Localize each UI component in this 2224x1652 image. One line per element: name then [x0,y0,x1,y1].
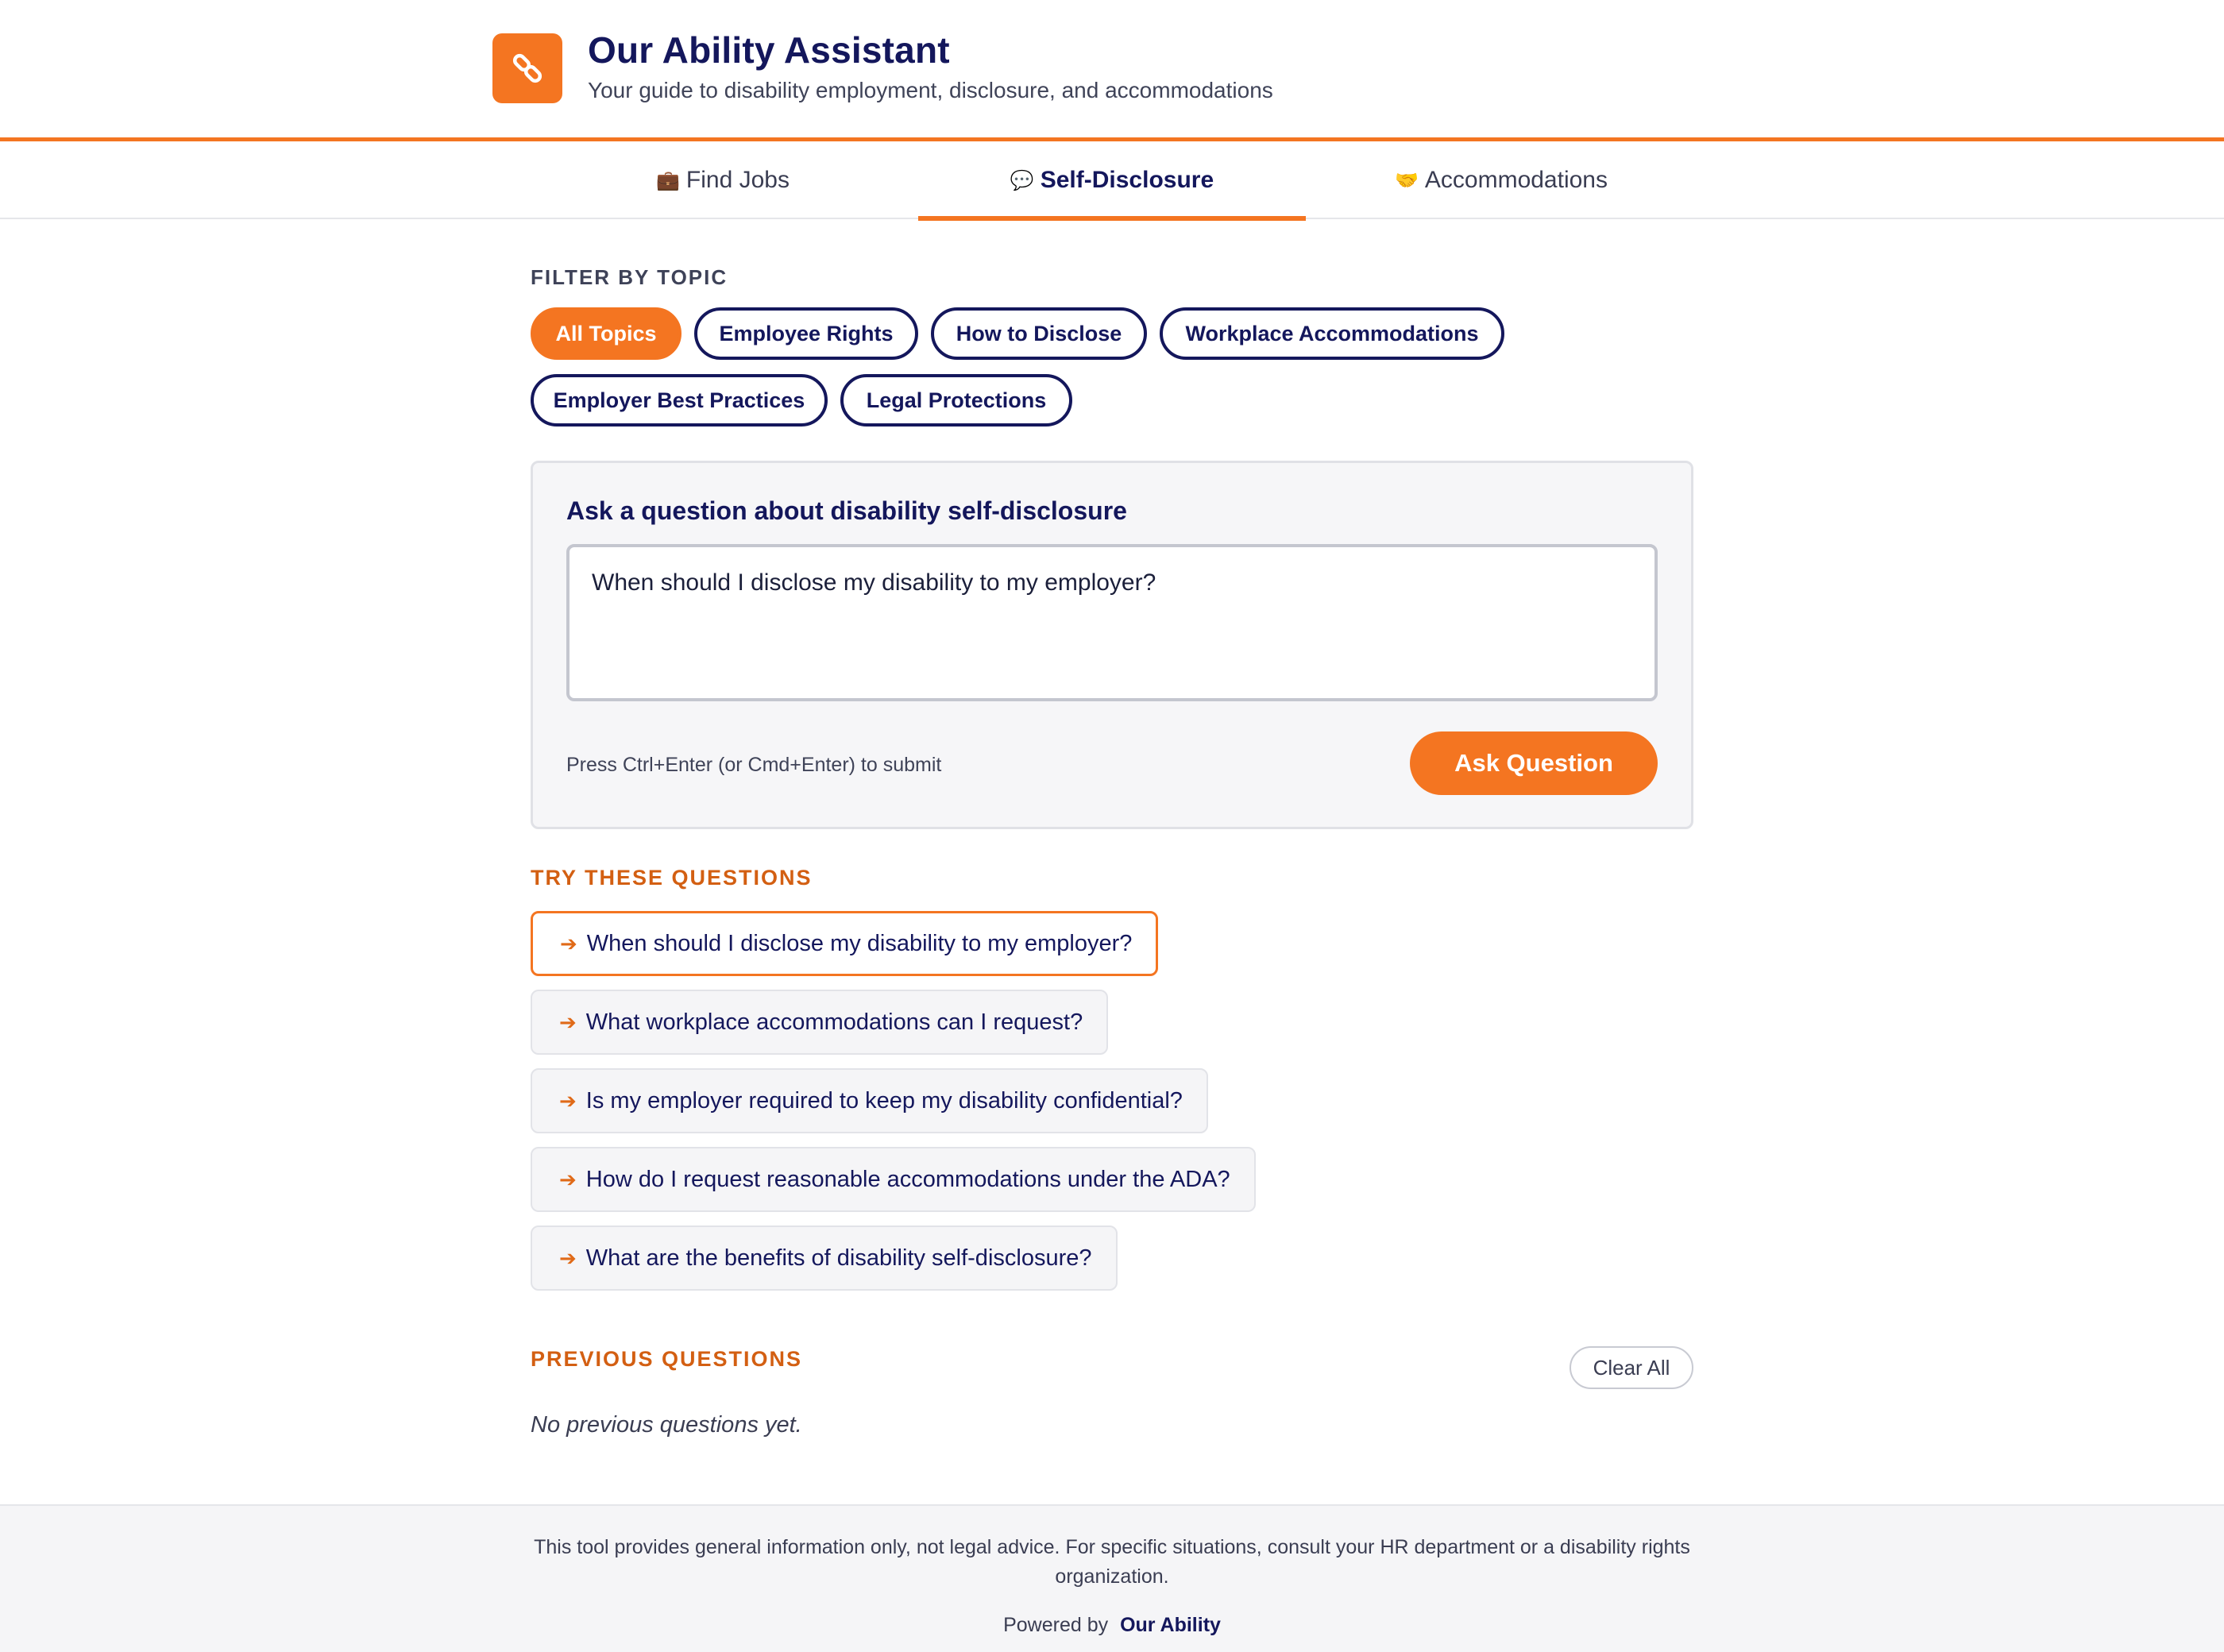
suggested-question[interactable] [531,990,1108,1055]
footer-disclaimer: This tool provides general information only, not legal advice. For specific situations, consult your HR department or a disability rights organization. [534,1536,1690,1588]
suggested-question[interactable] [531,911,1158,976]
chip-how-to-disclose[interactable]: How to Disclose [931,307,1147,360]
suggested-question[interactable] [531,1225,1118,1291]
powered-by [0,1614,2224,1637]
submit-hint: Press Ctrl+Enter (or Cmd+Enter) to submit [566,754,942,776]
tab-find-jobs[interactable] [529,141,917,219]
suggested-question-text: When should I disclose my disability to my employer? [586,930,1133,956]
handshake-icon: 🤝 [1395,169,1419,191]
arrow-right-icon: ➔ [559,1245,577,1270]
tab-self-disclosure[interactable] [918,141,1306,219]
chip-workplace-accommodations[interactable]: Workplace Accommodations [1160,307,1504,360]
question-card [531,461,1693,829]
tab-accommodations[interactable] [1307,141,1695,219]
app-subtitle: Your guide to disability employment, disclosure, and accommodations [588,78,1273,102]
arrow-right-icon: ➔ [559,1167,577,1191]
suggested-question-text: How do I request reasonable accommodations under the ADA? [585,1166,1230,1192]
tab-label: Find Jobs [685,167,790,193]
empty-history-message: No previous questions yet. [531,1412,802,1438]
suggested-question[interactable] [531,1068,1208,1133]
briefcase-icon: 💼 [656,169,680,191]
chip-legal-protections[interactable]: Legal Protections [840,374,1072,427]
ask-question-button[interactable]: Ask Question [1410,731,1658,795]
app-logo [492,33,562,103]
powered-by-prefix: Powered by [1003,1614,1109,1636]
tab-label: Accommodations [1424,167,1608,193]
arrow-right-icon: ➔ [560,931,577,955]
page-footer [0,1504,2224,1652]
arrow-right-icon: ➔ [559,1009,577,1034]
suggested-question-text: What are the benefits of disability self-disclosure? [585,1245,1092,1271]
arrow-right-icon: ➔ [559,1088,577,1113]
tab-label: Self-Disclosure [1040,167,1214,193]
chip-all-topics[interactable]: All Topics [531,307,681,360]
question-card-title: Ask a question about disability self-disclosure [566,496,1127,525]
suggested-question-text: Is my employer required to keep my disability confidential? [585,1087,1183,1114]
clear-all-button[interactable]: Clear All [1570,1346,1693,1389]
chip-employer-best-practices[interactable]: Employer Best Practices [531,374,828,427]
previous-questions-label: PREVIOUS QUESTIONS [531,1347,803,1371]
suggestions-label: TRY THESE QUESTIONS [531,866,813,890]
powered-by-brand: Our Ability [1120,1614,1221,1636]
app-title: Our Ability Assistant [588,29,950,71]
question-input[interactable] [566,544,1658,701]
tab-bar [0,141,2224,219]
chip-employee-rights[interactable]: Employee Rights [694,307,918,360]
filter-label: FILTER BY TOPIC [531,265,728,289]
link-icon [510,51,545,86]
suggested-question[interactable] [531,1147,1256,1212]
suggested-question-text: What workplace accommodations can I request? [585,1009,1083,1035]
speech-bubble-icon: 💬 [1010,169,1034,191]
app-header [0,0,2224,141]
